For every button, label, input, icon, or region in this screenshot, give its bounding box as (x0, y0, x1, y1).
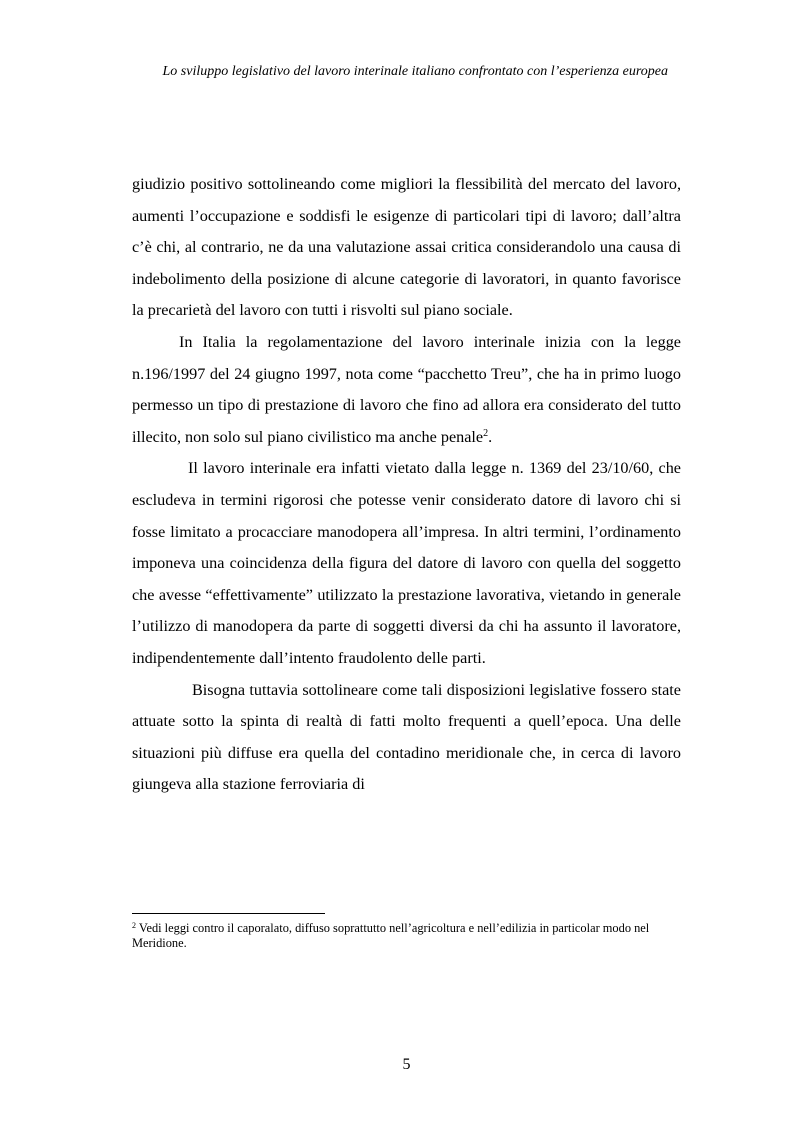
paragraph-1: giudizio positivo sottolineando come migliori la flessibilità del mercato del lavoro, aumenti l’occupazione e soddisfi le esigenze di particolari tipi di lavoro; dall’altra c’è chi, al contrario, ne da una valutazione assai critica considerandolo una causa di indebolimento della posizione di alcune categorie di lavoratori, in quanto favorisce la precarietà del lavoro con tutti i risvolti sul piano sociale. (132, 175, 681, 320)
footnote-text: Vedi leggi contro il caporalato, diffuso soprattutto nell’agricoltura e nell’edilizia in particolar modo nel Meridione. (132, 921, 650, 950)
paragraph-2 (132, 327, 681, 453)
footnote-number: 2 (132, 921, 136, 930)
page-number: 5 (402, 1056, 411, 1073)
paragraph-2-end: . (488, 427, 493, 446)
footnote-reference[interactable]: 2 (483, 427, 489, 439)
body-text (132, 169, 681, 801)
footnote-divider (132, 913, 325, 914)
footnote (132, 921, 681, 951)
running-header: Lo sviluppo legislativo del lavoro interinale italiano confrontato con l’esperienza europea (162, 64, 668, 79)
paragraph-4: Bisogna tuttavia sottolineare come tali disposizioni legislative fossero state attuate sotto la spinta di realtà di fatti molto frequenti a quell’epoca. Una delle situazioni più diffuse era quella del contadino meridionale che, in cerca di lavoro giungeva alla stazione ferroviaria di (132, 680, 681, 794)
paragraph-2-text: In Italia la regolamentazione del lavoro interinale inizia con la legge n.196/1997 del 24 giugno 1997, nota come “pacchetto Treu”, che ha in primo luogo permesso un tipo di prestazione di lavoro che fino ad allora era considerato del tutto illecito, non solo sul piano civilistico ma anche penale (132, 332, 681, 446)
paragraph-3: Il lavoro interinale era infatti vietato dalla legge n. 1369 del 23/10/60, che escludeva in termini rigorosi che potesse venir considerato datore di lavoro chi si fosse limitato a procacciare manodopera all’impresa. In altri termini, l’ordinamento imponeva una coincidenza della figura del datore di lavoro con quella del soggetto che avesse “effettivamente” utilizzato la prestazione lavorativa, vietando in generale l’utilizzo di manodopera da parte di soggetti diversi da chi ha assunto il lavoratore, indipendentemente dall’intento fraudolento delle parti. (132, 459, 681, 667)
